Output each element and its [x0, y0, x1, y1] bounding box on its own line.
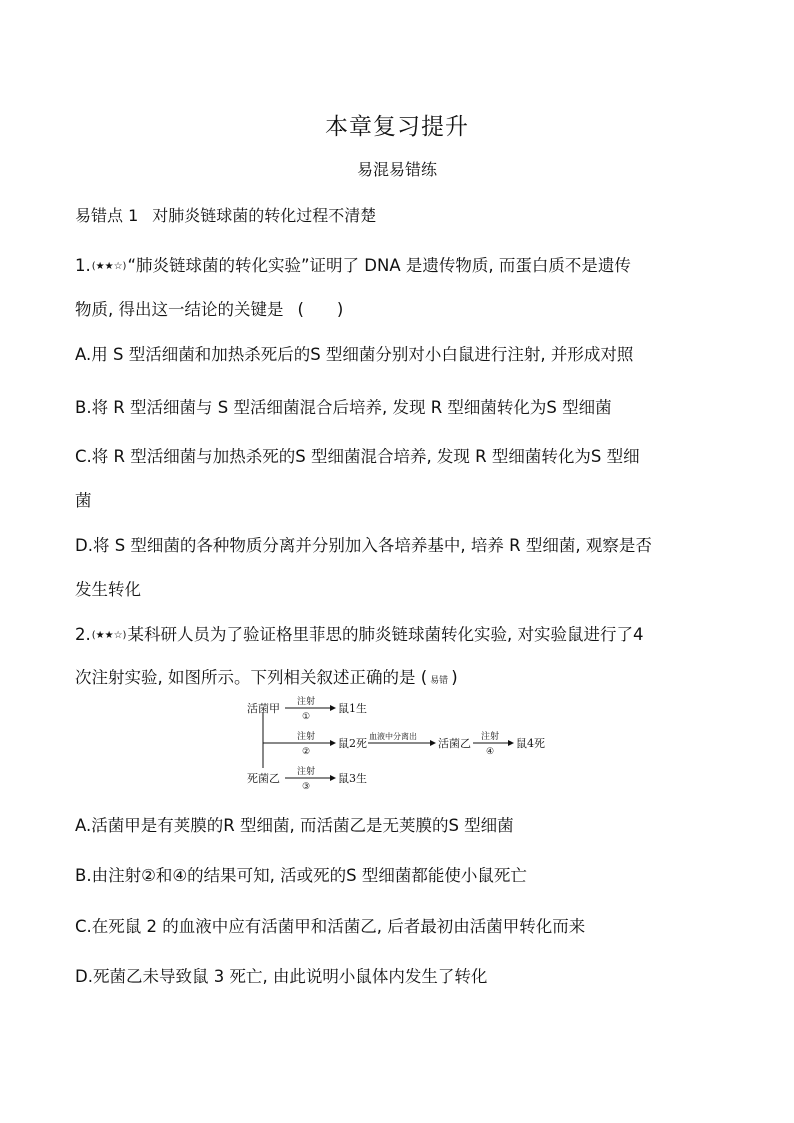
q1-option-c-cont: 菌 — [75, 491, 92, 510]
q2-stem-text-2: 次注射实验, 如图所示。下列相关叙述正确的是 ( — [75, 668, 428, 687]
diagram-dead-b: 死菌乙 — [247, 772, 280, 785]
diagram-inject-2: 注射 — [297, 732, 316, 742]
q2-stem-close: ) — [451, 668, 458, 687]
diagram-mouse-2: 鼠2死 — [338, 737, 367, 750]
q2-stem-line2 — [75, 664, 458, 688]
q2-stem-text: 某科研人员为了验证格里菲思的肺炎链球菌转化实验, 对实验鼠进行了4 — [127, 625, 644, 644]
diagram-live-b: 活菌乙 — [438, 737, 471, 750]
q2-option-d: D.死菌乙未导致鼠 3 死亡, 由此说明小鼠体内发生了转化 — [75, 967, 488, 986]
q1-answer-blank: ( ) — [297, 300, 344, 319]
diagram-live-a: 活菌甲 — [247, 702, 280, 715]
q2-error-tag: 易错 — [430, 676, 449, 686]
q1-stem-text-2: 物质, 得出这一结论的关键是 — [75, 300, 284, 319]
experiment-diagram — [245, 692, 565, 792]
diagram-inject-3: 注射 — [297, 767, 316, 777]
section-label: 易错点 1 — [75, 206, 139, 225]
diagram-inject-1: 注射 — [297, 697, 316, 707]
page-title: 本章复习提升 — [325, 114, 469, 140]
section-text: 对肺炎链球菌的转化过程不清楚 — [152, 206, 377, 225]
q1-stem-line1 — [75, 252, 631, 276]
q1-number: 1. — [75, 256, 91, 275]
q2-stem-line1 — [75, 621, 643, 645]
q1-option-d-cont: 发生转化 — [75, 580, 141, 599]
q1-difficulty-stars: (★★☆) — [91, 261, 127, 272]
diagram-step-4: ④ — [486, 747, 495, 757]
q1-option-a: A.用 S 型活细菌和加热杀死后的S 型细菌分别对小白鼠进行注射, 并形成对照 — [75, 345, 634, 364]
diagram-inject-4: 注射 — [481, 732, 500, 742]
diagram-mouse-1: 鼠1生 — [338, 702, 367, 715]
q2-option-c: C.在死鼠 2 的血液中应有活菌甲和活菌乙, 后者最初由活菌甲转化而来 — [75, 917, 586, 936]
q1-stem-text: “肺炎链球菌的转化实验”证明了 DNA 是遗传物质, 而蛋白质不是遗传 — [127, 256, 631, 275]
q2-option-a: A.活菌甲是有荚膜的R 型细菌, 而活菌乙是无荚膜的S 型细菌 — [75, 816, 514, 835]
diagram-mouse-4: 鼠4死 — [516, 737, 545, 750]
q1-option-d: D.将 S 型细菌的各种物质分离并分别加入各培养基中, 培养 R 型细菌, 观察是否 — [75, 536, 652, 555]
q2-option-b: B.由注射②和④的结果可知, 活或死的S 型细菌都能使小鼠死亡 — [75, 866, 527, 885]
diagram-step-3: ③ — [302, 782, 311, 792]
page-subtitle: 易混易错练 — [356, 160, 437, 179]
diagram-step-2: ② — [302, 747, 311, 757]
q1-option-c: C.将 R 型活细菌与加热杀死的S 型细菌混合培养, 发现 R 型细菌转化为S 型细 — [75, 447, 640, 466]
q2-difficulty-stars: (★★☆) — [91, 630, 127, 641]
diagram-separated: 血液中分离出 — [369, 732, 417, 741]
q1-option-b: B.将 R 型活细菌与 S 型活细菌混合后培养, 发现 R 型细菌转化为S 型细菌 — [75, 398, 612, 417]
section-heading — [75, 203, 376, 226]
q1-stem-line2 — [75, 296, 343, 320]
diagram-mouse-3: 鼠3生 — [338, 772, 367, 785]
diagram-step-1: ① — [302, 712, 311, 722]
q2-number: 2. — [75, 625, 91, 644]
